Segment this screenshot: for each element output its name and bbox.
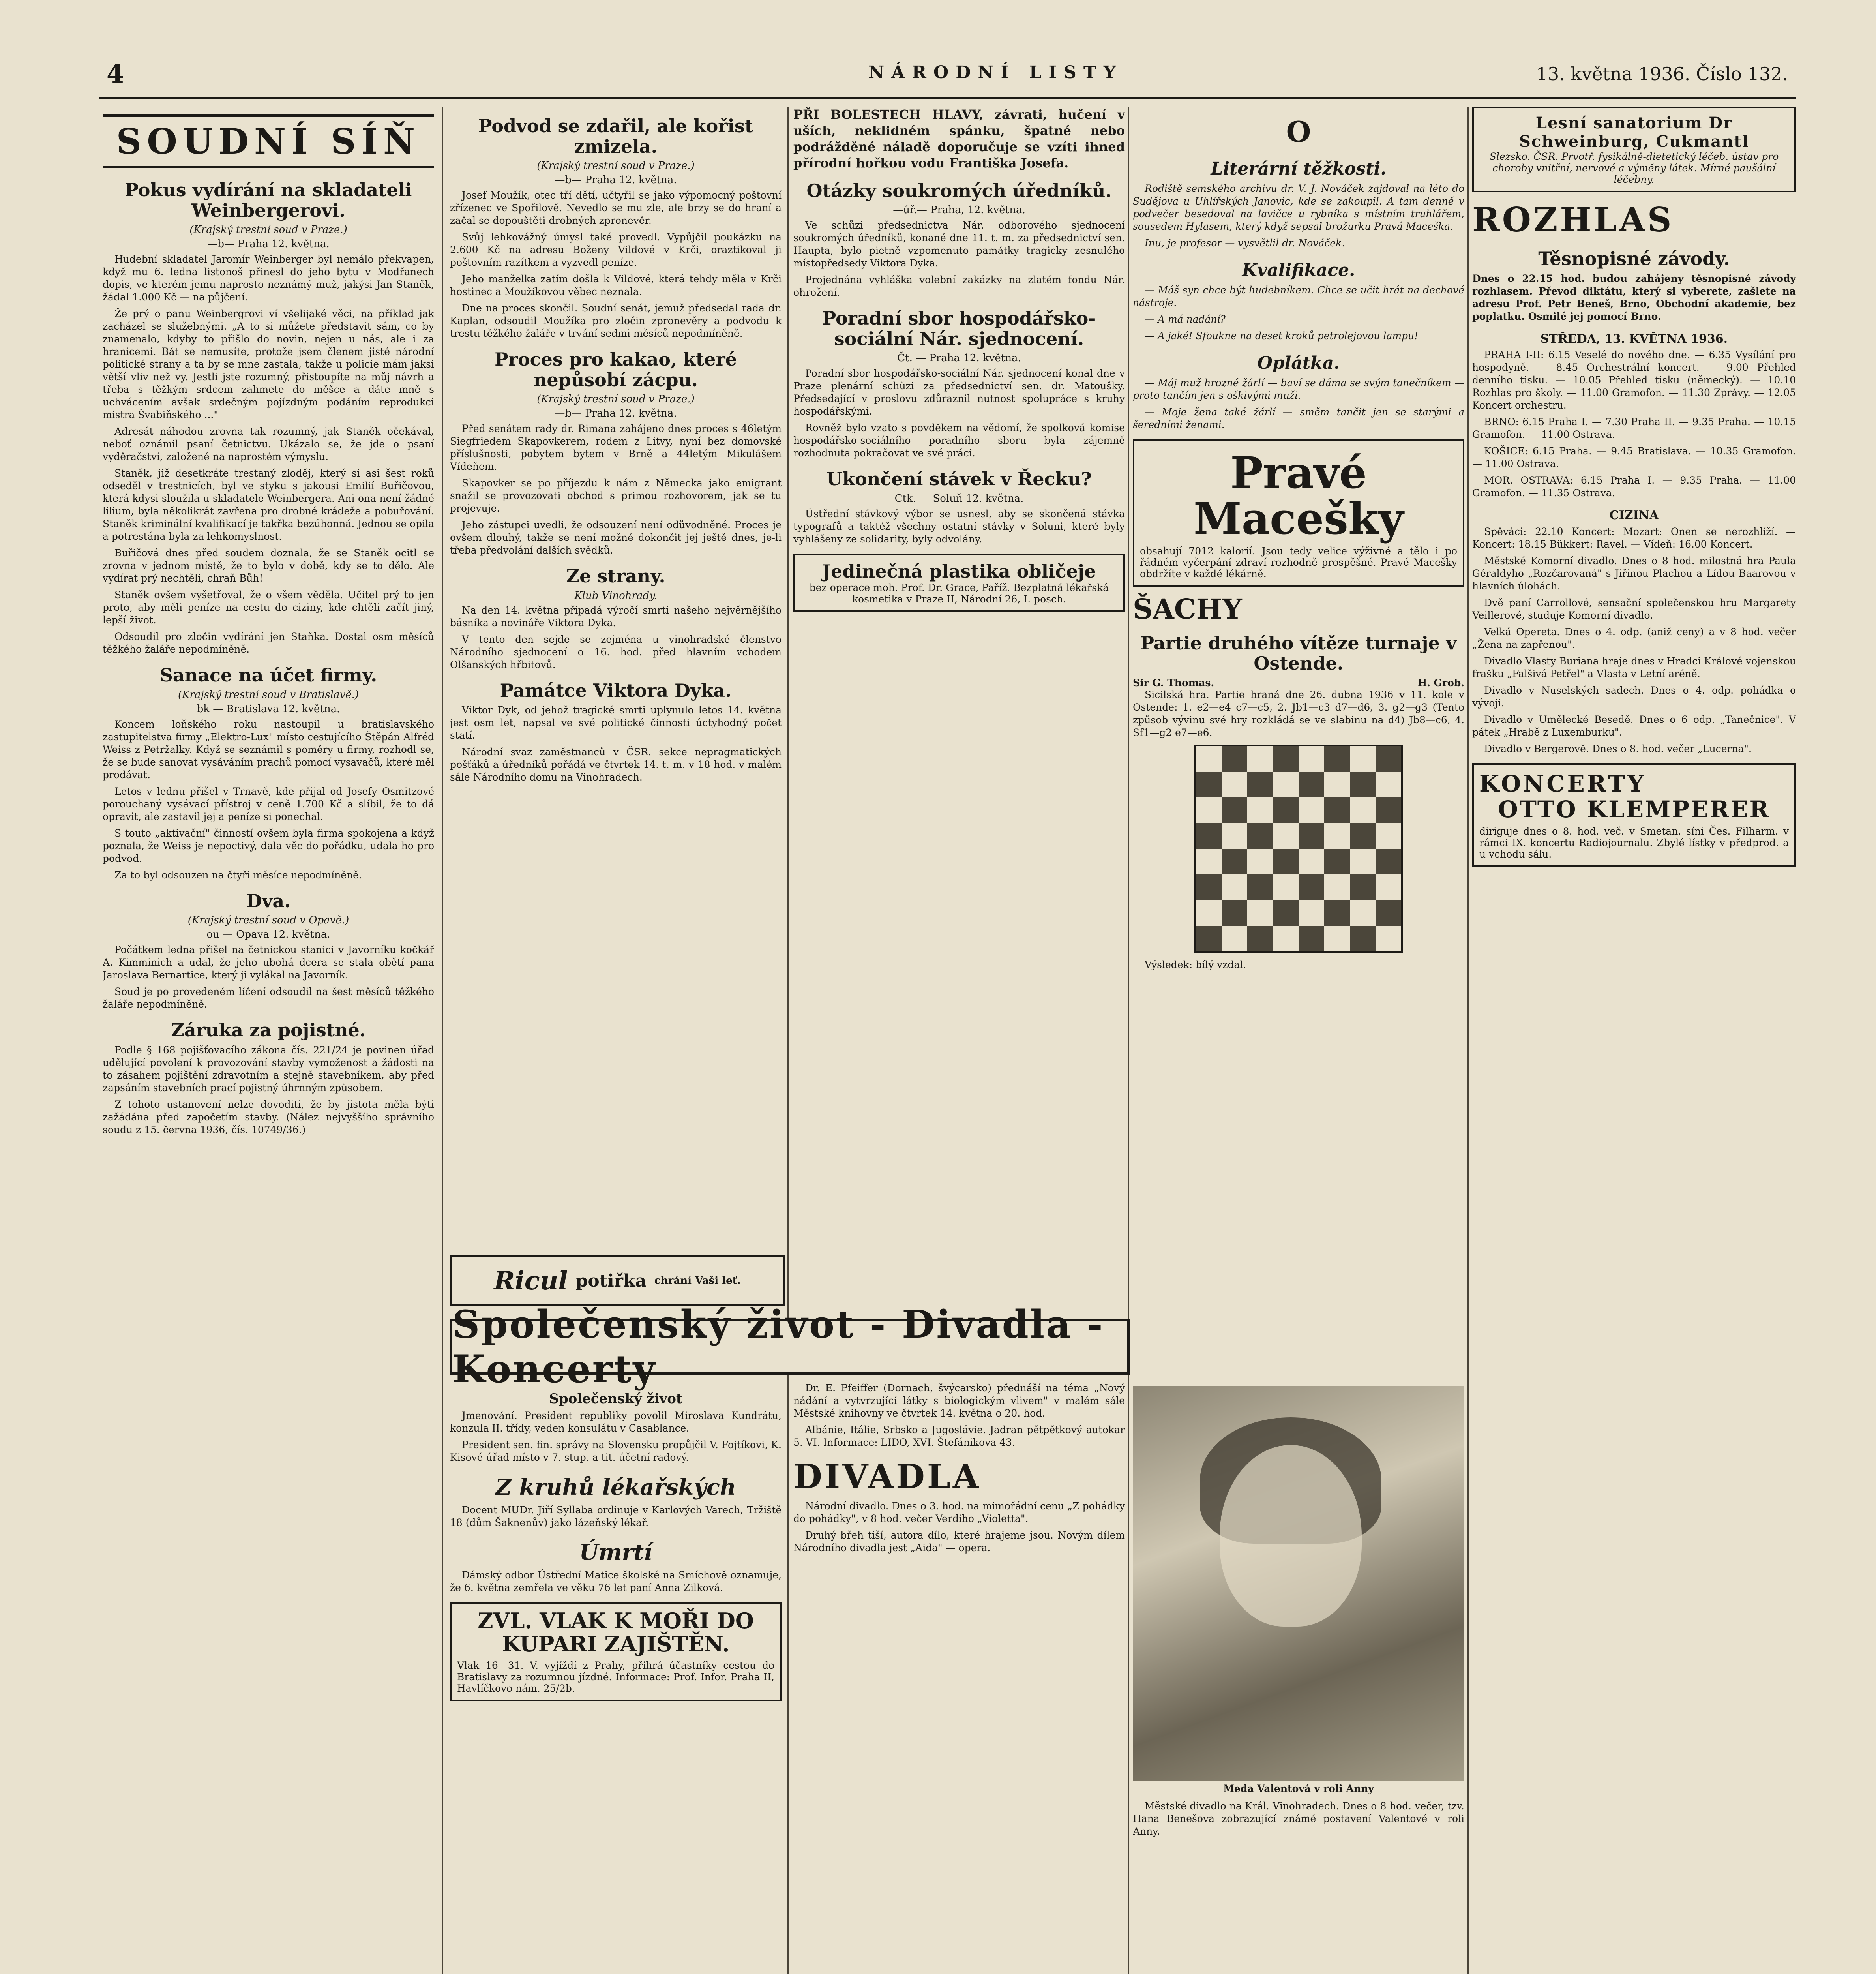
paragraph: Divadlo v Umělecké Besedě. Dnes o 6 odp. „Tanečnice". V pátek „Hrabě z Luxemburku". [1472, 713, 1796, 738]
ad-note: chrání Vaši leť. [654, 1275, 741, 1287]
ad-title: Pravé Macešky [1193, 447, 1404, 544]
lectures-column [793, 1382, 1125, 1974]
paragraph: Národní divadlo. Dnes o 3. hod. na mimořádní cenu „Z pohádky do pohádky", v 8 hod. večer Verdiho „Violetta". [793, 1500, 1125, 1524]
page-number: 4 [107, 59, 124, 89]
paragraph: Svůj lehkovážný úmysl také provedl. Vypůjčil poukázku na 2.600 Kč na adresu Boženy Vildové v Krči, oraztikoval ji poštovním razítkem a vyzvedl peníze. [450, 231, 782, 268]
column-divider [787, 107, 789, 1974]
article-title: Kvalifikace. [1242, 260, 1355, 280]
photo-face [1220, 1445, 1362, 1627]
actress-photo [1133, 1386, 1464, 1781]
player-black: H. Grob. [1417, 677, 1464, 689]
paragraph: Za to byl odsouzen na čtyři měsíce nepodmíněně. [114, 869, 362, 881]
ricul-ad [450, 1255, 785, 1306]
paragraph: Odsoudil pro zločin vydírání jen Staňka. Dostal osm měsíců těžkého žaláře nepodmíněně. [103, 631, 434, 655]
paragraph: Viktor Dyk, od jehož tragické smrti uplynulo letos 14. května jest osm let, napsal ve své politické činnosti úctyhodný počet statí. [450, 704, 782, 741]
paragraph: Albánie, Itálie, Srbsko a Jugoslávie. Jadran pětpětkový autokar 5. VI. Informace: LIDO, XVI. Štefánikova 43. [793, 1424, 1125, 1448]
article-title: Sanace na účet firmy. [159, 664, 377, 686]
article-title: Otázky soukromých úředníků. [806, 180, 1112, 201]
paragraph: Divadlo v Nuselských sadech. Dnes o 4. odp. pohádka o vývoji. [1472, 684, 1796, 709]
paragraph: PRAHA I-II: 6.15 Veselé do nového dne. — 6.35 Vysílání pro hospodyně. — 8.45 Orchestrální koncert. — 9.00 Přehled denního tisku. — 10.05 Přehled tisku (německý). — 10.10 Rozhlas pro školy. — 11.00 Gramofon. — 11.30 Zprávy. — 12.05 Koncert orchestru. [1472, 349, 1796, 411]
article-title: Pokus vydírání na skladateli Weinbergerovi. [125, 179, 412, 221]
photo-caption: Meda Valentová v roli Anny [1223, 1783, 1374, 1794]
paragraph: Velká Opereta. Dnes o 4. odp. (aniž ceny) a v 8 hod. večer „Žena na zapřenou". [1472, 626, 1796, 650]
paragraph: Dnes o 22.15 hod. budou zahájeny těsnopisné závody rozhlasem. Převod diktátu, který si vyberete, zašlete na adresu Prof. Petr Beneš, Brno, Obchodní akademie, bez poplatku. Osmilé jej pomocí Brno. [1472, 272, 1796, 322]
article-title: Záruka za pojistné. [171, 1019, 366, 1041]
article-title: Památce Viktora Dyka. [500, 679, 732, 701]
article-title: Těsnopisné závody. [1538, 248, 1730, 269]
article-source: (Krajský trestní soud v Praze.) [537, 160, 695, 172]
paragraph: Že prý o panu Weinbergrovi ví všelijaké věci, na příklad jak zacházel se služebnými. „A to si můžete představit sám, co by znamenalo, kdyby to přišlo do novin, nejen u nás, ale i za hranicemi. Bát se nemusíte, protože jsem členem jisté národní politické strany a ta by se mne zastala, takže u policie mám jaksi větší vliv než vy. Jestli jste rozumný, přistoupíte na můj návrh a třeba s těžkým srdcem zahmete do měšce a dáte mně s uchvácením avšak srdečným pojízdným podáním reprodukci mistra Švabiňského ..." [103, 308, 434, 421]
paragraph: President sen. fin. správy na Slovensku propůjčil V. Fojtíkovi, K. Kisové úřad místo v 7. stup. a tit. účetní radový. [450, 1439, 782, 1464]
dateline: —b— Praha 12. května. [207, 238, 330, 250]
paragraph: Dvě paní Carrollové, sensační společenskou hru Margarety Veillerové, studuje Komorní divadlo. [1472, 597, 1796, 621]
foreign-title: CIZINA [1609, 509, 1659, 523]
macesky-ad [1133, 439, 1464, 587]
chess-board [1194, 745, 1403, 953]
ad-title: ZVL. VLAK K MOŘI DO KUPARI ZAJIŠTĚN. [478, 1608, 754, 1657]
concert-box [1472, 763, 1796, 867]
paragraph: Na den 14. května připadá výročí smrti našeho nejvěrnějšího básníka a novináře Viktora Dyka. [450, 604, 782, 629]
column-4 [1133, 107, 1464, 1307]
paragraph: — Máj muž hrozné žárlí — baví se dáma se svým tanečníkem — proto tančím jen s oškivými muži. [1133, 377, 1464, 402]
ad-title: Lesní sanatorium Dr Schweinburg, Cukmantl [1519, 114, 1749, 151]
dateline: Čt. — Praha 12. května. [897, 352, 1021, 364]
paragraph: Hudební skladatel Jaromír Weinberger byl nemálo překvapen, když mu 6. ledna listonoš přinesl do jeho bytu v Modřanech dopis, ve kterém jemu naprosto neznámý muž, jakýsi Jan Staněk, žádal 1.000 Kč — na půjčení. [103, 253, 434, 303]
concert-name: OTTO KLEMPERER [1498, 796, 1770, 823]
society-column [450, 1382, 782, 1974]
paragraph: Rodiště semského archivu dr. V. J. Nováček zajdoval na léto do Sudějova u Uhlířských Janovic, kde se zakoupil. A tam denně v podvečer besedoval na lavičce u rybníka s místním truhlářem, sousedem Hylasem, který když sepsal brožurku Pravá Maceška. [1133, 182, 1464, 232]
dateline: —b— Praha 12. května. [555, 407, 677, 420]
section-title: ROZHLAS [1472, 200, 1674, 239]
ad-title: Jedinečná plastika obličeje [822, 560, 1096, 582]
article-title: Dva. [246, 890, 291, 912]
paragraph: V tento den sejde se zejména u vinohradské členstvo Národního sjednocení o 16. hod. před hlavním vchodem Olšanských hřbitovů. [450, 633, 782, 670]
article-source: Klub Vinohrady. [574, 589, 657, 602]
paragraph: Ústřední stávkový výbor se usnesl, aby se skončená stávka typografů a taktéž všechny ostatní stávky v Soluni, které byly vyhlášeny ze solidarity, byly odvolány. [793, 508, 1125, 545]
article-source: (Krajský trestní soud v Opavě.) [187, 914, 349, 927]
subsection-title: Společenský život [549, 1391, 682, 1407]
article-title: Ukončení stávek v Řecku? [826, 468, 1092, 490]
paragraph: Jeho manželka zatím došla k Vildové, která tehdy měla v Krči hostinec a Moužíkovou věbec neznala. [450, 273, 782, 298]
article-source: (Krajský trestní soud v Praze.) [537, 393, 695, 405]
concert-heading: KONCERTY [1479, 770, 1646, 797]
paragraph: Spěváci: 22.10 Koncert: Mozart: Onen se nerozhlíží. — Koncert: 18.15 Bükkert: Ravel. — Vídeň: 16.00 Koncert. [1472, 525, 1796, 550]
column-3 [793, 107, 1125, 1307]
chess-players [1133, 677, 1464, 689]
paragraph: Soud je po provedeném líčení odsoudil na šest měsíců těžkého žaláře nepodmíněně. [103, 986, 434, 1010]
paragraph: Národní svaz zaměstnanců v ČSR. sekce nepragmatických pošťáků a úředníků pořádá ve čtvrtek 14. t. m. v 18 hod. v malém sále Národního domu na Vinohradech. [450, 746, 782, 783]
column-divider [1128, 107, 1129, 1974]
paragraph: Počátkem ledna přišel na četnickou stanici v Javorníku kočkář A. Kimminich a udal, že jeho ubohá dcera se stala obětí pana Jaroslava Bernartice, který ji vylákal na Javorník. [103, 944, 434, 981]
ad-brand: Ricul [494, 1266, 568, 1296]
paragraph: Divadlo v Bergerově. Dnes o 8. hod. večer „Lucerna". [1484, 743, 1752, 754]
plastika-ad [793, 554, 1125, 612]
paragraph: Adresát náhodou zrovna tak rozumný, jak Staněk očekával, neboť oznámil psaní četnictvu. Ukázalo se, že jde o psaní vyděračství, založené na naprostém výmyslu. [103, 426, 434, 463]
paragraph: Buřičová dnes před soudem doznala, že se Staněk ocitl se zrovna v jednom místě, že to bylo v době, kdy se to dělo. Ale vydírat prý nechtěli, chraň Bůh! [103, 547, 434, 584]
paragraph: Docent MUDr. Jiří Syllaba ordinuje v Karlových Varech, Tržiště 18 (dům Šaknenův) jako lázeňský lékař. [450, 1504, 782, 1528]
chess-title: ŠACHY [1133, 593, 1242, 626]
column-1 [103, 107, 434, 1974]
paragraph: — Moje žena také žárlí — směm tančit jen se starými a šeredními ženami. [1133, 406, 1464, 431]
article-subtitle: Literární těžkosti. [1211, 158, 1387, 179]
ad-text: Slezsko. ČSR. Prvotř. fysikálně-dietetický léčeb. ústav pro choroby vnitřní, nervové a výměny látek. Mírné paušální léčebny. [1489, 151, 1779, 185]
player-white: Sir G. Thomas. [1133, 677, 1214, 689]
paragraph: BRNO: 6.15 Praha I. — 7.30 Praha II. — 9.35 Praha. — 10.15 Gramofon. — 11.00 Ostrava. [1472, 416, 1796, 441]
header-rule [99, 97, 1796, 99]
paragraph: KOŠICE: 6.15 Praha. — 9.45 Bratislava. — 10.35 Gramofon. — 11.00 Ostrava. [1472, 445, 1796, 470]
article-title: O [1286, 115, 1311, 148]
paragraph: Podle § 168 pojišťovacího zákona čís. 221/24 je povinen úřad udělující povolení k provozování stavby vymoženost a žádosti na to zásahem pojištění zdravotním a stejně stavebníkem, aby před zapsáním stavebních prací pojistný úhrnným způsobem. [103, 1044, 434, 1094]
paragraph: Inu, je profesor — vysvětlil dr. Nováček. [1145, 237, 1345, 249]
paragraph: Před senátem rady dr. Rimana zahájeno dnes proces s 46letým Siegfriedem Skapovkerem, rodem z Litvy, nyní bez domovské příslušnosti, pobytem bytem v Brně a 44letým Mikulášem Vídeňem. [450, 423, 782, 473]
article-source: (Krajský trestní soud v Bratislavě.) [178, 689, 359, 701]
dateline: —úř.— Praha, 12. května. [893, 204, 1025, 216]
column-divider [442, 107, 443, 1974]
paragraph: Dne na proces skončil. Soudní senát, jemuž předsedal rada dr. Kaplan, odsoudil Moužíka pro zločin zpronevěry a podvodu k trestu těžkého žaláře v trvání sedmi měsíců nepodmíněně. [450, 302, 782, 340]
dateline: ou — Opava 12. května. [206, 929, 330, 941]
paragraph: Městské divadlo na Král. Vinohradech. Dnes o 8 hod. večer, tzv. Hana Benešova zobrazující známé postavení Valentové v roli Anny. [1133, 1800, 1464, 1837]
section-title: SOUDNÍ SÍŇ [103, 114, 434, 168]
column-5 [1472, 107, 1796, 1974]
paragraph: Jmenování. President republiky povolil Miroslava Kundrátu, konzula II. třídy, veden konsulátu v Casablance. [450, 1410, 782, 1434]
paragraph: Projednána vyhláška volební zakázky na zlatém fondu Nár. ohrožení. [793, 274, 1125, 298]
article-title: Podvod se zdařil, ale kořist zmizela. [478, 115, 753, 157]
article-title: Proces pro kakao, které nepůsobí zácpu. [495, 349, 737, 390]
paragraph: Divadlo Vlasty Buriana hraje dnes v Hradci Králové vojenskou frašku „Falšivá Petřel" a Vlasta v Letní aréně. [1472, 655, 1796, 679]
paragraph: Staněk ovšem vyšetřoval, že o všem věděla. Učitel prý to jen proto, aby měli peníze na cestu do ciziny, kde chtěli začít jiný, lepší život. [103, 589, 434, 626]
paragraph: Dámský odbor Ústřední Matice školské na Smíchově oznamuje, že 6. května zemřela ve věku 76 let paní Anna Zilková. [450, 1569, 782, 1593]
paragraph: Městské Komorní divadlo. Dnes o 8 hod. milostná hra Paula Géraldyho „Rozčarovaná" s Jiřinou Plachou a Lídou Baarovou v hlavních úlohách. [1472, 555, 1796, 592]
chess-heading: Partie druhého vítěze turnaje v Ostende. [1140, 632, 1457, 674]
dateline: —b— Praha 12. května. [555, 174, 677, 186]
masthead: NÁRODNÍ LISTY [868, 62, 1123, 83]
paragraph: Koncem loňského roku nastoupil u bratislavského zastupitelstva firmy „Elektro-Lux" místo cestujícího Štěpán Alfréd Weiss z Petržalky. Když se seznámil s poměry u firmy, rozhodl se, že se bude sanovat vysáváním prachů pomocí vysavačů, které měl prodávat. [103, 718, 434, 781]
paragraph: S touto „aktivační" činností ovšem byla firma spokojena a když poznala, že Weiss je nepoctivý, dala věc do pořádku, udala ho pro podvod. [103, 827, 434, 864]
issue-date: 13. května 1936. Číslo 132. [1536, 63, 1788, 84]
paragraph: Z tohoto ustanovení nelze dovoditi, že by jistota měla býti zažádána před započetím stavby. (Nález nejvyššího správního soudu z 15. června 1936, čís. 10749/36.) [103, 1098, 434, 1135]
sanatorium-ad [1472, 107, 1796, 192]
paragraph: Jeho zástupci uvedli, že odsouzení není odůvodněné. Proces je ovšem dlouhý, takže se není možné dokončit jej ještě dnes, je-li třeba předvolání dalších svědků. [450, 519, 782, 556]
paragraph: Druhý břeh tiší, autora dílo, které hrajeme jsou. Novým dílem Národního divadla jest „Aida" — opera. [793, 1529, 1125, 1554]
paragraph: Ve schůzi předsednictva Nár. odborového sjednocení soukromých úředníků, konané dne 11. t. m. za předsednictví sen. Haupta, bylo pietně vzpomenuto památky tragicky zesnulého místopředsedy Viktora Dyka. [793, 220, 1125, 269]
paragraph: Staněk, již desetkráte trestaný zloděj, který si asi šest roků odseděl v trestnicích, byl ve styku s jakousi Emilií Buřičovou, která kdysi sloužila u skladatele Weinbergera. Ani ona není žádné lilium, byla několikrát zavřena pro drobné krádeže a pobuřování. Staněk kriminální kvalifikací je takřka bezúhonná. Jednou se opila a potrestána byla za lehkomyslnost. [103, 467, 434, 542]
paragraph: MOR. OSTRAVA: 6.15 Praha I. — 9.35 Praha. — 11.00 Gramofon. — 11.35 Ostrava. [1472, 475, 1796, 499]
page-header [99, 59, 1796, 95]
paragraph: Sicilská hra. Partie hraná dne 26. dubna 1936 v 11. kole v Ostende: 1. e2—e4 c7—c5, 2. Jb1—c3 d7—d6, 3. g2—g3 (Tento způsob vývinu své hry rozkládá se ve slabinu na d4) Jb8—c6, 4. Sf1—g2 e7—e6. [1133, 689, 1464, 738]
ad-text: potiřka [575, 1270, 647, 1291]
section-banner: Společenský život - Divadla - Koncerty [450, 1319, 1130, 1375]
paragraph: — A má nadání? [1145, 313, 1226, 325]
paragraph: Letos v lednu přišel v Trnavě, kde přijal od Josefy Osmitzové porouchaný vysávací přístroj v ceně 1.700 Kč a slíbil, že to dá opravit, ale zastavil jej a peníze si ponechal. [103, 785, 434, 822]
article-title: Poradní sbor hospodářsko-sociální Nár. sjednocení. [822, 308, 1096, 349]
dateline: Ctk. — Soluň 12. května. [894, 492, 1024, 505]
subsection-title: DIVADLA [793, 1457, 981, 1496]
subsection-title: Z kruhů lékařských [495, 1474, 736, 1501]
photo-column [1133, 1382, 1464, 1974]
paragraph: — Máš syn chce být hudebníkem. Chce se učit hrát na dechové nástroje. [1133, 284, 1464, 309]
paragraph: — A jaké! Sfoukne na deset kroků petrolejovou lampu! [1145, 330, 1419, 342]
paragraph: Poradní sbor hospodářsko-sociální Nár. sjednocení konal dne v Praze plenární schůzi za předsednictví sen. dr. Matoušky. Předsedající v proslovu zdůraznil nutnost spolupráce s kruhy hospodářskými. [793, 368, 1125, 417]
subsection-title: Úmrtí [579, 1539, 652, 1565]
article-title: Ze strany. [566, 565, 665, 587]
paragraph: Výsledek: bílý vzdal. [1145, 959, 1246, 970]
column-divider [1467, 107, 1469, 1974]
train-ad [450, 1602, 782, 1702]
paragraph: Rovněž bylo vzato s povděkem na vědomí, že spolková komise hospodářsko-sociálního poradního sboru byla zájemně rozhodnuta pokračovat ve své práci. [793, 422, 1125, 459]
paragraph: PŘI BOLESTECH HLAVY, závrati, hučení v uších, neklidném spánku, špatné nebo podrážděné náladě doporučuje se vzíti ihned přírodní hořkou vodu Františka Josefa. [793, 107, 1125, 171]
dateline: bk — Bratislava 12. května. [197, 703, 340, 715]
article-source: (Krajský trestní soud v Praze.) [189, 224, 347, 236]
paragraph: Josef Moužík, otec tří dětí, učtyřil se jako výpomocný poštovní zřízenec ve Spořilově. Nevedlo se mu zle, ale brzy se do hraní a začal se dopouštěti drobných zpronevěr. [450, 190, 782, 227]
ad-text: bez operace moh. Prof. Dr. Grace, Paříž. Bezplatná lékařská kosmetika v Praze II, Národní 26, I. posch. [809, 582, 1109, 605]
article-title: Oplátka. [1257, 353, 1340, 373]
paragraph: Dr. E. Pfeiffer (Dornach, švýcarsko) přednáší na téma „Nový nádání a vytvrzující látky s biologickým vlivem" v malém sále Městské knihovny ve čtvrtek 14. května o 20. hod. [793, 1382, 1125, 1419]
ad-text: obsahují 7012 kalorií. Jsou tedy velice výživné a tělo i po řádném vyčerpání zdraví rozhodně prospěšné. Pravé Macešky obdržíte v každé lékárně. [1140, 545, 1457, 580]
ad-text: Vlak 16—31. V. vyjíždí z Prahy, přihrá účastníky cestou do Bratislavy za rozumnou jízdné. Informace: Prof. Infor. Praha II, Havlíčkovo nám. 25/2b. [457, 1660, 774, 1694]
program-day: STŘEDA, 13. KVĚTNA 1936. [1540, 332, 1728, 346]
concert-text: diriguje dnes o 8. hod. več. v Smetan. síni Čes. Filharm. v rámci IX. koncertu Radiojournalu. Zbylé lístky v předprod. a u vchodu sálu. [1479, 825, 1789, 860]
column-2 [450, 107, 782, 1307]
paragraph: Skapovker se po příjezdu k nám z Německa jako emigrant snažil se provozovati obchod s primou rozhovorem, jak se tu projevuje. [450, 477, 782, 514]
